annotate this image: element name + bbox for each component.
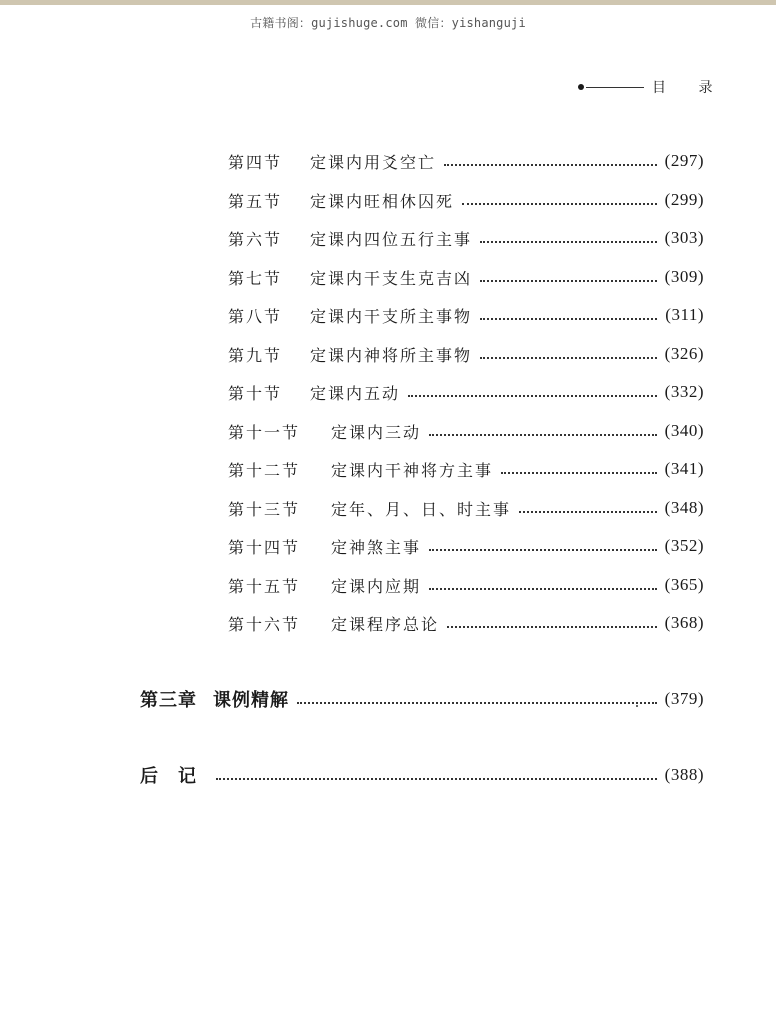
dot-leader: [447, 626, 657, 628]
toc-entry-section[interactable]: [228, 302, 704, 328]
section-number: 第九节: [228, 345, 283, 365]
page-number: (311): [665, 305, 704, 324]
dot-leader: [408, 395, 657, 397]
watermark-text: 古籍书阁：gujishuge.com 微信：yishanguji: [250, 16, 526, 30]
section-title: 定课内四位五行主事: [310, 229, 473, 249]
page-number: (303): [664, 228, 704, 247]
running-header-title: 目 录: [652, 80, 727, 96]
bullet-dot-icon: [578, 84, 584, 90]
section-number: 第十五节: [228, 576, 301, 596]
section-title: 定课内应期: [331, 576, 422, 596]
section-title: 定课内干神将方主事: [331, 460, 494, 480]
page-number: (326): [664, 344, 704, 363]
dot-leader: [444, 164, 657, 166]
toc-entry-section[interactable]: [228, 456, 704, 482]
page-number: (388): [664, 765, 704, 784]
page-number: (297): [664, 151, 704, 170]
section-number: 第十一节: [228, 422, 301, 442]
section-number: 第八节: [228, 306, 283, 326]
section-title: 定课内干支生克吉凶: [310, 268, 473, 288]
section-number: 第六节: [228, 229, 283, 249]
section-number: 第十二节: [228, 460, 301, 480]
section-title: 定课内旺相休囚死: [310, 191, 455, 211]
dot-leader: [480, 280, 657, 282]
toc-entry-chapter[interactable]: [140, 686, 704, 712]
dot-leader: [429, 588, 657, 590]
toc-entry-section[interactable]: [228, 341, 704, 367]
page-top-band: [0, 0, 776, 5]
toc-entry-section[interactable]: [228, 148, 704, 174]
section-number: 第五节: [228, 191, 283, 211]
page-number: (341): [664, 459, 704, 478]
page-number: (379): [664, 689, 704, 708]
section-number: 第十四节: [228, 537, 301, 557]
page-number: (352): [664, 536, 704, 555]
page-number: (340): [664, 421, 704, 440]
chapter-title: 课例精解: [213, 690, 289, 711]
section-title: 定年、月、日、时主事: [331, 499, 512, 519]
section-number: 第七节: [228, 268, 283, 288]
toc-entry-section[interactable]: [228, 379, 704, 405]
dot-leader: [480, 241, 657, 243]
section-title: 定课内神将所主事物: [310, 345, 473, 365]
afterword-title: 后记: [140, 766, 216, 787]
toc-entry-section[interactable]: [228, 225, 704, 251]
toc-entry-section[interactable]: [228, 264, 704, 290]
page-number: (299): [664, 190, 704, 209]
header-rule: [586, 87, 644, 88]
toc-entry-section[interactable]: [228, 187, 704, 213]
dot-leader: [501, 472, 657, 474]
dot-leader: [480, 357, 657, 359]
dot-leader: [429, 434, 657, 436]
running-header: [578, 78, 726, 96]
dot-leader: [519, 511, 657, 513]
speck-mark: [636, 705, 638, 707]
section-title: 定课内三动: [331, 422, 422, 442]
toc-entry-section[interactable]: [228, 533, 704, 559]
dot-leader: [480, 318, 657, 320]
dot-leader: [462, 203, 657, 205]
section-number: 第十节: [228, 383, 283, 403]
chapter-number: 第三章: [140, 690, 197, 711]
dot-leader: [216, 778, 657, 780]
section-number: 第十六节: [228, 614, 301, 634]
section-number: 第四节: [228, 152, 283, 172]
toc-entry-afterword[interactable]: [140, 762, 704, 788]
section-number: 第十三节: [228, 499, 301, 519]
toc-entry-section[interactable]: [228, 572, 704, 598]
page-number: (365): [664, 575, 704, 594]
section-title: 定神煞主事: [331, 537, 422, 557]
section-title: 定课内五动: [310, 383, 401, 403]
toc-entry-section[interactable]: [228, 495, 704, 521]
section-title: 定课程序总论: [331, 614, 440, 634]
toc-entry-section[interactable]: [228, 418, 704, 444]
page-number: (309): [664, 267, 704, 286]
section-title: 定课内用爻空亡: [310, 152, 437, 172]
page-number: (332): [664, 382, 704, 401]
page-number: (368): [664, 613, 704, 632]
section-title: 定课内干支所主事物: [310, 306, 473, 326]
page-number: (348): [664, 498, 704, 517]
toc-entry-section[interactable]: [228, 610, 704, 636]
dot-leader: [297, 702, 657, 704]
dot-leader: [429, 549, 657, 551]
